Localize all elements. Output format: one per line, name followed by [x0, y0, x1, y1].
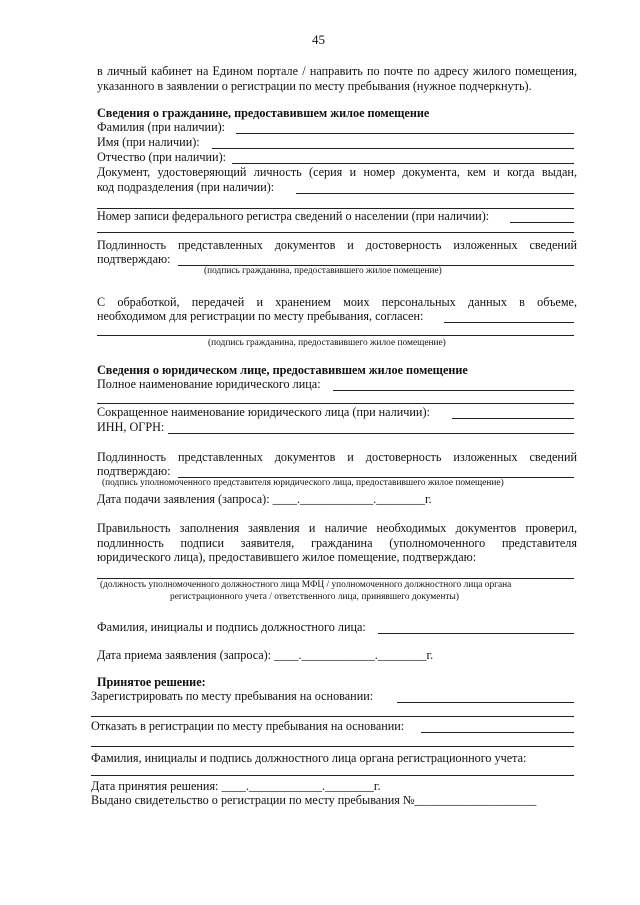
check-line-1: Правильность заполнения заявления и наличие необходимых документов проверил,: [97, 521, 577, 535]
citizen-signature-caption: (подпись гражданина, предоставившего жилое помещение): [204, 266, 442, 276]
intro-line-2: указанного в заявлении о регистрации по месту пребывания (нужное подчеркнуть).: [97, 79, 532, 93]
decision-official-field[interactable]: [91, 775, 574, 776]
citizen-registry-field[interactable]: [510, 222, 574, 223]
decision-certificate: Выдано свидетельство о регистрации по месту пребывания №____________________: [91, 793, 537, 807]
decision-heading: Принятое решение:: [97, 675, 206, 689]
legal-signature-caption: (подпись уполномоченного представителя юридического лица, предоставившего жилое помещение): [102, 478, 504, 488]
decision-register-field-2[interactable]: [91, 716, 574, 717]
legal-short-name-field[interactable]: [452, 418, 574, 419]
citizen-consent-signature-field[interactable]: [97, 335, 574, 336]
citizen-authenticity-line-2: подтверждаю:: [97, 252, 171, 266]
check-caption-2: регистрационного учета / ответственного лица, принявшего документы): [170, 592, 459, 602]
decision-refuse-field-2[interactable]: [91, 746, 574, 747]
legal-authenticity-line-2: подтверждаю:: [97, 464, 171, 478]
citizen-surname-field[interactable]: [236, 133, 574, 134]
citizen-consent-field[interactable]: [444, 322, 574, 323]
legal-authenticity-line-1: Подлинность представленных документов и достоверность изложенных сведений: [97, 450, 577, 464]
check-official-field[interactable]: [378, 633, 574, 634]
citizen-registry-field-2[interactable]: [97, 232, 574, 233]
intro-line-1: в личный кабинет на Едином портале / направить по почте по адресу жилого помещения,: [97, 64, 577, 78]
decision-date: Дата принятия решения: ____.____________.________г.: [91, 779, 381, 793]
citizen-consent-line-2: необходимом для регистрации по месту пребывания, согласен:: [97, 309, 424, 323]
check-caption-1: (должность уполномоченного должностного лица МФЦ / уполномоченного должностного лица органа: [100, 580, 512, 590]
check-position-field[interactable]: [97, 578, 574, 579]
citizen-heading: Сведения о гражданине, предоставившем жилое помещение: [97, 106, 430, 120]
legal-short-name-label: Сокращенное наименование юридического лица (при наличии):: [97, 405, 430, 419]
citizen-patronymic-label: Отчество (при наличии):: [97, 150, 227, 164]
citizen-document-line-1: Документ, удостоверяющий личность (серия и номер документа, кем и когда выдан,: [97, 165, 577, 179]
legal-full-name-field-2[interactable]: [97, 403, 574, 404]
citizen-name-label: Имя (при наличии):: [97, 135, 200, 149]
legal-submit-date: Дата подачи заявления (запроса): ____.____________.________г.: [97, 492, 432, 506]
legal-heading: Сведения о юридическом лице, предоставившем жилое помещение: [97, 363, 468, 377]
decision-refuse-label: Отказать в регистрации по месту пребывания на основании:: [91, 719, 405, 733]
citizen-surname-label: Фамилия (при наличии):: [97, 120, 226, 134]
citizen-consent-caption: (подпись гражданина, предоставившего жилое помещение): [208, 338, 446, 348]
citizen-document-line-2: код подразделения (при наличии):: [97, 180, 275, 194]
check-line-2: подлинность подписи заявителя, гражданина (уполномоченного представителя: [97, 536, 577, 550]
legal-inn-label: ИНН, ОГРН:: [97, 420, 165, 434]
decision-register-label: Зарегистрировать по месту пребывания на основании:: [91, 689, 374, 703]
decision-register-field[interactable]: [397, 702, 574, 703]
decision-refuse-field[interactable]: [421, 732, 574, 733]
citizen-patronymic-field[interactable]: [232, 163, 574, 164]
legal-full-name-label: Полное наименование юридического лица:: [97, 377, 321, 391]
check-line-3: юридического лица), предоставившего жилое помещение, подтверждаю:: [97, 550, 477, 564]
legal-full-name-field[interactable]: [333, 390, 574, 391]
citizen-document-field[interactable]: [296, 193, 574, 194]
legal-inn-field[interactable]: [168, 433, 574, 434]
check-official-label: Фамилия, инициалы и подпись должностного лица:: [97, 620, 366, 634]
citizen-name-field[interactable]: [212, 148, 574, 149]
check-accept-date: Дата приема заявления (запроса): ____.____________.________г.: [97, 648, 434, 662]
citizen-consent-line-1: С обработкой, передачей и хранением моих персональных данных в объеме,: [97, 295, 577, 309]
citizen-authenticity-line-1: Подлинность представленных документов и достоверность изложенных сведений: [97, 238, 577, 252]
citizen-registry-label: Номер записи федерального регистра сведений о населении (при наличии):: [97, 209, 490, 223]
page-number: 45: [312, 32, 325, 47]
decision-official-label: Фамилия, инициалы и подпись должностного лица органа регистрационного учета:: [91, 751, 527, 765]
